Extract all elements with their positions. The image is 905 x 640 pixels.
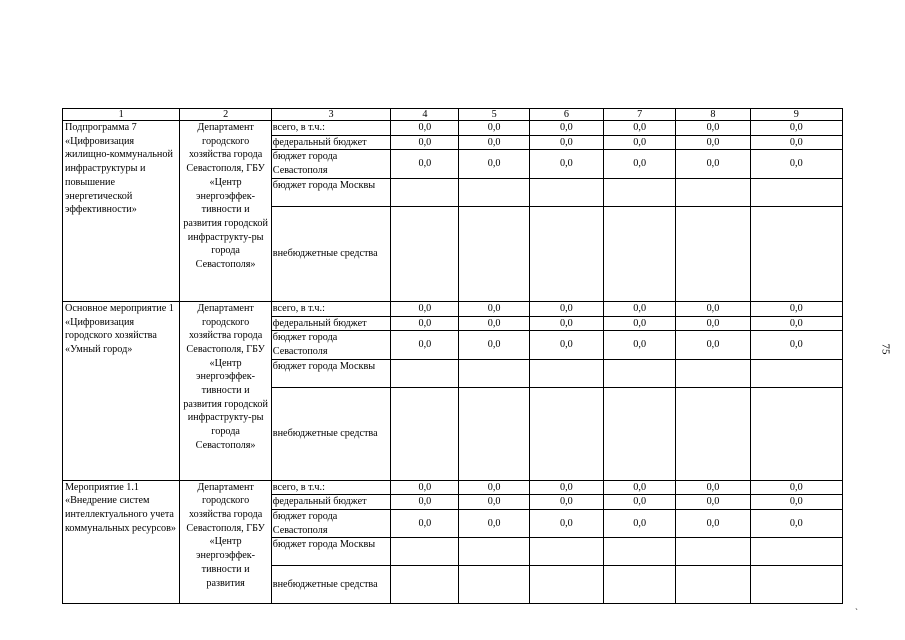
empty-cell xyxy=(391,387,459,480)
empty-cell xyxy=(604,359,676,387)
value-cell: 0,0 xyxy=(391,510,459,538)
value-cell: 0,0 xyxy=(676,510,750,538)
empty-cell xyxy=(604,206,676,301)
value-cell: 0,0 xyxy=(676,331,750,359)
header-cell: 1 xyxy=(63,109,180,121)
empty-cell xyxy=(750,538,842,566)
empty-cell xyxy=(459,178,529,206)
value-cell: 0,0 xyxy=(391,150,459,178)
source-label: внебюджетные средства xyxy=(271,387,390,480)
header-cell: 8 xyxy=(676,109,750,121)
empty-cell xyxy=(529,566,603,604)
value-cell: 0,0 xyxy=(459,480,529,495)
empty-cell xyxy=(529,206,603,301)
page-number: 75 xyxy=(879,343,892,355)
empty-cell xyxy=(529,538,603,566)
value-cell: 0,0 xyxy=(676,301,750,316)
empty-cell xyxy=(676,359,750,387)
value-cell: 0,0 xyxy=(750,301,842,316)
header-row xyxy=(63,109,843,121)
value-cell: 0,0 xyxy=(604,121,676,136)
value-cell: 0,0 xyxy=(750,150,842,178)
header-cell: 6 xyxy=(529,109,603,121)
empty-cell xyxy=(604,538,676,566)
empty-cell xyxy=(676,538,750,566)
empty-cell xyxy=(529,178,603,206)
table-row xyxy=(63,480,843,495)
source-label: всего, в т.ч.: xyxy=(271,121,390,136)
value-cell: 0,0 xyxy=(750,510,842,538)
empty-cell xyxy=(529,359,603,387)
value-cell: 0,0 xyxy=(529,316,603,331)
value-cell: 0,0 xyxy=(604,480,676,495)
executor-cell: Департамент городского хозяйства города Севастополя, ГБУ «Центр энергоэффек-тивности и развития xyxy=(180,480,271,604)
scan-mark: ˏ xyxy=(855,600,858,610)
value-cell: 0,0 xyxy=(750,316,842,331)
empty-cell xyxy=(459,566,529,604)
empty-cell xyxy=(459,206,529,301)
source-label: федеральный бюджет xyxy=(271,495,390,510)
table-row xyxy=(63,121,843,136)
value-cell: 0,0 xyxy=(391,495,459,510)
empty-cell xyxy=(750,566,842,604)
value-cell: 0,0 xyxy=(750,135,842,150)
empty-cell xyxy=(529,387,603,480)
value-cell: 0,0 xyxy=(750,480,842,495)
empty-cell xyxy=(459,359,529,387)
source-label: всего, в т.ч.: xyxy=(271,301,390,316)
source-label: бюджет города Севастополя xyxy=(271,150,390,178)
value-cell: 0,0 xyxy=(529,480,603,495)
value-cell: 0,0 xyxy=(604,331,676,359)
header-cell: 3 xyxy=(271,109,390,121)
value-cell: 0,0 xyxy=(529,150,603,178)
source-label: бюджет города Севастополя xyxy=(271,331,390,359)
source-label: федеральный бюджет xyxy=(271,316,390,331)
source-label: бюджет города Москвы xyxy=(271,359,390,387)
empty-cell xyxy=(604,387,676,480)
value-cell: 0,0 xyxy=(459,316,529,331)
source-label: внебюджетные средства xyxy=(271,206,390,301)
executor-cell: Департамент городского хозяйства города Севастополя, ГБУ «Центр энергоэффек-тивности и развития городской инфраструкту-ры города Севастополя» xyxy=(180,301,271,480)
empty-cell xyxy=(676,206,750,301)
empty-cell xyxy=(391,359,459,387)
value-cell: 0,0 xyxy=(459,331,529,359)
program-name-cell: Мероприятие 1.1 «Внедрение систем интеллектуального учета коммунальных ресурсов» xyxy=(63,480,180,604)
empty-cell xyxy=(391,206,459,301)
value-cell: 0,0 xyxy=(529,301,603,316)
value-cell: 0,0 xyxy=(459,150,529,178)
header-cell: 2 xyxy=(180,109,271,121)
source-label: всего, в т.ч.: xyxy=(271,480,390,495)
source-label: бюджет города Севастополя xyxy=(271,510,390,538)
funding-table xyxy=(62,108,843,604)
program-name-cell: Подпрограмма 7 «Цифровизация жилищно-коммунальной инфраструктуры и повышение энергетической эффективности» xyxy=(63,121,180,302)
value-cell: 0,0 xyxy=(676,480,750,495)
value-cell: 0,0 xyxy=(529,510,603,538)
source-label: внебюджетные средства xyxy=(271,566,390,604)
empty-cell xyxy=(459,387,529,480)
empty-cell xyxy=(750,178,842,206)
empty-cell xyxy=(676,178,750,206)
source-label: бюджет города Москвы xyxy=(271,178,390,206)
empty-cell xyxy=(676,566,750,604)
value-cell: 0,0 xyxy=(459,121,529,136)
header-cell: 7 xyxy=(604,109,676,121)
value-cell: 0,0 xyxy=(391,301,459,316)
value-cell: 0,0 xyxy=(604,316,676,331)
header-cell: 9 xyxy=(750,109,842,121)
value-cell: 0,0 xyxy=(529,121,603,136)
value-cell: 0,0 xyxy=(459,301,529,316)
value-cell: 0,0 xyxy=(391,121,459,136)
value-cell: 0,0 xyxy=(676,495,750,510)
value-cell: 0,0 xyxy=(604,510,676,538)
value-cell: 0,0 xyxy=(604,150,676,178)
value-cell: 0,0 xyxy=(391,480,459,495)
value-cell: 0,0 xyxy=(459,510,529,538)
value-cell: 0,0 xyxy=(604,495,676,510)
empty-cell xyxy=(750,387,842,480)
value-cell: 0,0 xyxy=(750,495,842,510)
empty-cell xyxy=(459,538,529,566)
value-cell: 0,0 xyxy=(604,301,676,316)
value-cell: 0,0 xyxy=(604,135,676,150)
empty-cell xyxy=(391,566,459,604)
value-cell: 0,0 xyxy=(676,316,750,331)
empty-cell xyxy=(391,178,459,206)
value-cell: 0,0 xyxy=(676,150,750,178)
empty-cell xyxy=(604,178,676,206)
value-cell: 0,0 xyxy=(529,331,603,359)
header-cell: 5 xyxy=(459,109,529,121)
value-cell: 0,0 xyxy=(750,331,842,359)
value-cell: 0,0 xyxy=(676,135,750,150)
value-cell: 0,0 xyxy=(529,495,603,510)
value-cell: 0,0 xyxy=(459,495,529,510)
value-cell: 0,0 xyxy=(459,135,529,150)
empty-cell xyxy=(676,387,750,480)
value-cell: 0,0 xyxy=(391,135,459,150)
value-cell: 0,0 xyxy=(529,135,603,150)
value-cell: 0,0 xyxy=(750,121,842,136)
source-label: федеральный бюджет xyxy=(271,135,390,150)
header-cell: 4 xyxy=(391,109,459,121)
value-cell: 0,0 xyxy=(391,316,459,331)
program-name-cell: Основное мероприятие 1 «Цифровизация городского хозяйства «Умный город» xyxy=(63,301,180,480)
table-row xyxy=(63,301,843,316)
source-label: бюджет города Москвы xyxy=(271,538,390,566)
value-cell: 0,0 xyxy=(676,121,750,136)
empty-cell xyxy=(750,206,842,301)
empty-cell xyxy=(750,359,842,387)
value-cell: 0,0 xyxy=(391,331,459,359)
empty-cell xyxy=(391,538,459,566)
empty-cell xyxy=(604,566,676,604)
executor-cell: Департамент городского хозяйства города Севастополя, ГБУ «Центр энергоэффек-тивности и развития городской инфраструкту-ры города Севастополя» xyxy=(180,121,271,302)
